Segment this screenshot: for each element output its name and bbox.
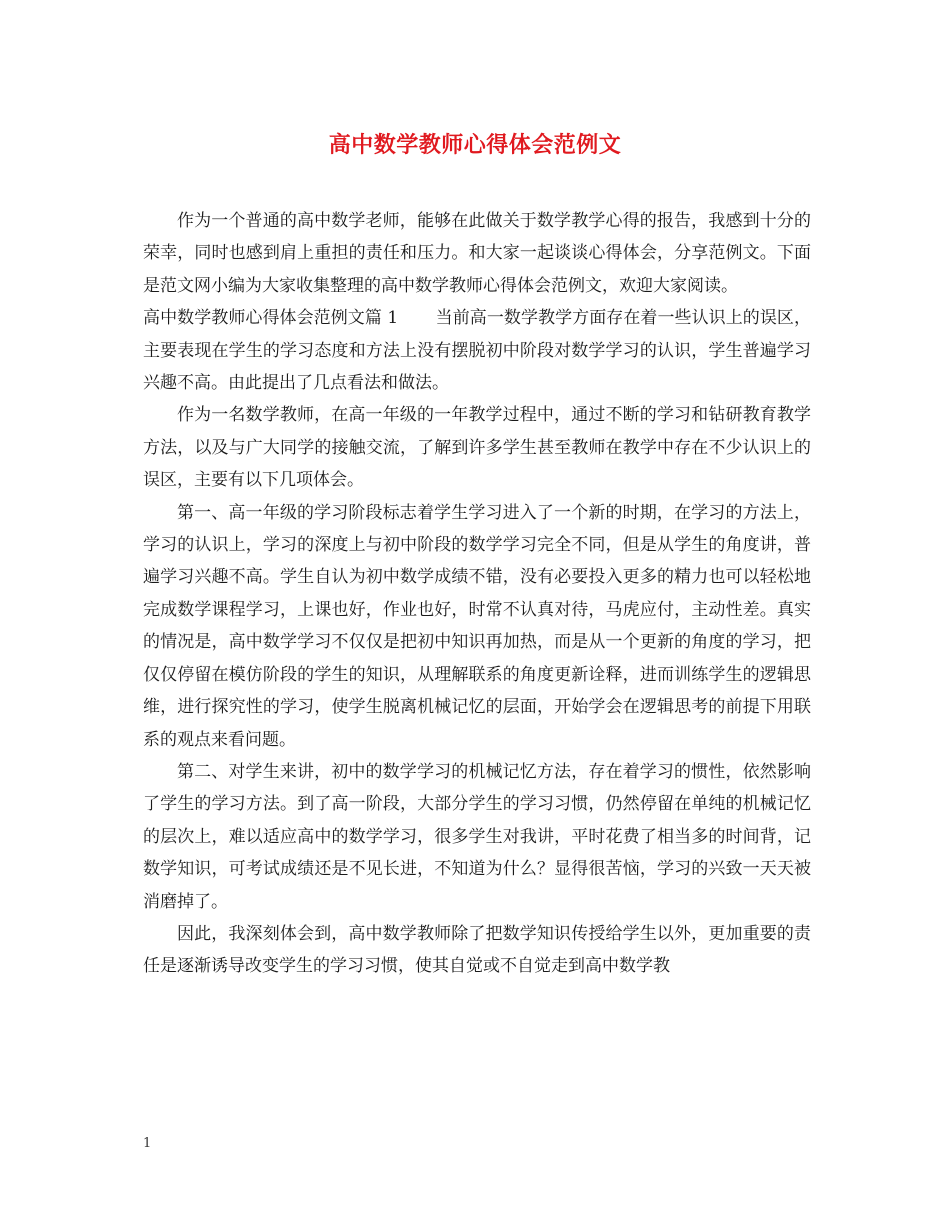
body-paragraph: 作为一名数学教师，在高一年级的一年教学过程中，通过不断的学习和钻研教育教学方法，以及与广大同学的接触交流，了解到许多学生甚至教师在教学中存在不少认识上的误区，主要有以下几项体会。 (143, 405, 811, 491)
body-paragraph: 第一、高一年级的学习阶段标志着学生学习进入了一个新的时期，在学习的方法上，学习的认识上，学习的深度上与初中阶段的数学学习完全不同，但是从学生的角度讲，普遍学习兴趣不高。学生自认为初中数学成绩不错，没有必要投入更多的精力也可以轻松地完成数学课程学习，上课也好，作业也好，时常不认真对待，马虎应付，主动性差。真实的情况是，高中数学学习不仅仅是把初中知识再加热，而是从一个更新的角度的学习，把仅仅停留在模仿阶段的学生的知识，从理解联系的角度更新诠释，进而训练学生的逻辑思维，进行探究性的学习，使学生脱离机械记忆的层面，开始学会在逻辑思考的前提下用联系的观点来看问题。 (143, 502, 811, 750)
document-body (143, 205, 811, 983)
section-lead-text: 当前高一数学教学方面存在着一些认识上的误区，主要表现在学生的学习态度和方法上没有摆脱初中阶段对数学学习的认识，学生普遍学习兴趣不高。由此提出了几点看法和做法。 (143, 308, 811, 394)
intro-paragraph: 作为一个普通的高中数学老师，能够在此做关于数学教学心得的报告，我感到十分的荣幸，同时也感到肩上重担的责任和压力。和大家一起谈谈心得体会，分享范例文。下面是范文网小编为大家收集整理的高中数学教师心得体会范例文，欢迎大家阅读。 (143, 211, 811, 296)
section-heading: 高中数学教师心得体会范例文篇 1 (143, 308, 399, 329)
document-title: 高中数学教师心得体会范例文 (328, 132, 622, 158)
page-number: 1 (143, 1136, 152, 1151)
section-paragraph (143, 302, 811, 399)
body-paragraph: 第二、对学生来讲，初中的数学学习的机械记忆方法，存在着学习的惯性，依然影响了学生的学习方法。到了高一阶段，大部分学生的学习习惯，仍然停留在单纯的机械记忆的层次上，难以适应高中的数学学习，很多学生对我讲，平时花费了相当多的时间背，记数学知识，可考试成绩还是不见长进，不知道为什么？显得很苦恼，学习的兴致一天天被消磨掉了。 (143, 761, 811, 912)
body-paragraph: 因此，我深刻体会到，高中数学教师除了把数学知识传授给学生以外，更加重要的责任是逐渐诱导改变学生的学习习惯，使其自觉或不自觉走到高中数学教 (143, 923, 811, 977)
